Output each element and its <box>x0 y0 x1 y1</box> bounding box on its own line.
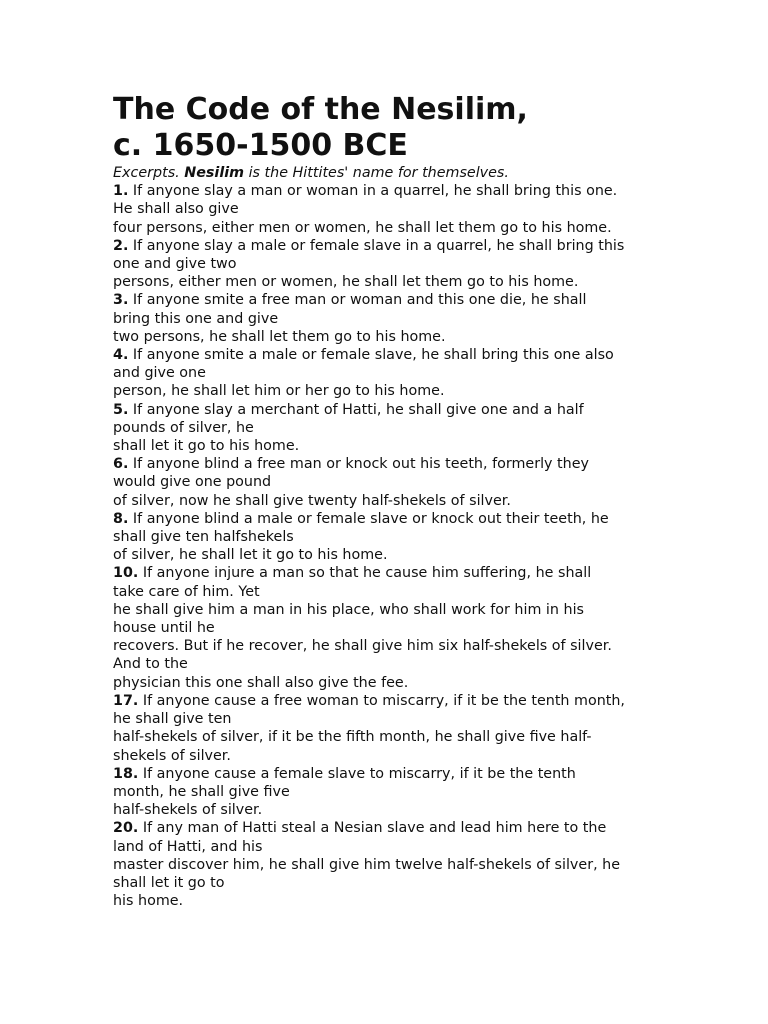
law-text: his home. <box>113 893 184 910</box>
law-text: persons, either men or women, he shall let them go to his home. <box>113 274 579 291</box>
law-text: If anyone smite a free man or woman and this one die, he shall <box>128 292 587 309</box>
law-text: If anyone slay a male or female slave in a quarrel, he shall bring this <box>128 237 625 254</box>
law-text: physician this one shall also give the fee. <box>113 674 409 691</box>
law-text: If anyone slay a merchant of Hatti, he shall give one and a half <box>128 401 584 418</box>
law-text: two persons, he shall let them go to his home. <box>113 328 446 345</box>
law-line <box>113 273 673 291</box>
law-line <box>113 801 673 819</box>
law-line <box>113 655 673 673</box>
law-line <box>113 546 673 564</box>
law-entry <box>113 510 673 565</box>
law-text: house until he <box>113 620 215 637</box>
law-line <box>113 819 673 837</box>
title-line-1: The Code of the Nesilim, <box>113 92 528 127</box>
law-text: If anyone smite a male or female slave, he shall bring this one also <box>128 347 614 364</box>
law-line <box>113 346 673 364</box>
law-number: 1. <box>113 183 129 200</box>
law-line <box>113 328 673 346</box>
document-page <box>113 92 673 910</box>
law-text: He shall also give <box>113 201 239 218</box>
law-number: 17. <box>113 692 139 709</box>
law-text: pounds of silver, he <box>113 419 254 436</box>
law-number: 4. <box>113 347 129 364</box>
title-line-2: c. 1650-1500 BCE <box>113 128 408 163</box>
law-text: month, he shall give five <box>113 783 290 800</box>
law-text: and give one <box>113 365 206 382</box>
law-number: 3. <box>113 292 129 309</box>
law-line <box>113 564 673 582</box>
law-line <box>113 200 673 218</box>
law-entry <box>113 765 673 820</box>
law-text: half-shekels of silver, if it be the fifth month, he shall give five half- <box>113 729 592 746</box>
law-number: 10. <box>113 565 139 582</box>
law-entry <box>113 819 673 910</box>
law-entry <box>113 564 673 691</box>
law-text: If anyone cause a female slave to miscarry, if it be the tenth <box>138 765 576 782</box>
document-body <box>113 164 673 910</box>
law-line <box>113 419 673 437</box>
law-line <box>113 437 673 455</box>
law-line <box>113 291 673 309</box>
law-text: If anyone blind a free man or knock out his teeth, formerly they <box>128 456 589 473</box>
law-entry <box>113 455 673 510</box>
law-number: 18. <box>113 765 139 782</box>
law-entry <box>113 692 673 765</box>
law-number: 20. <box>113 820 139 837</box>
law-line <box>113 182 673 200</box>
law-entry <box>113 182 673 237</box>
intro-prefix: Excerpts. <box>113 165 185 181</box>
law-line <box>113 237 673 255</box>
law-line <box>113 637 673 655</box>
law-number: 5. <box>113 401 129 418</box>
law-text: If any man of Hatti steal a Nesian slave and lead him here to the <box>138 820 607 837</box>
law-text: bring this one and give <box>113 310 279 327</box>
law-text: he shall give ten <box>113 711 232 728</box>
law-line <box>113 710 673 728</box>
law-text: If anyone injure a man so that he cause him suffering, he shall <box>138 565 592 582</box>
law-text: one and give two <box>113 256 237 273</box>
law-text: And to the <box>113 656 188 673</box>
law-text: half-shekels of silver. <box>113 802 263 819</box>
law-line <box>113 219 673 237</box>
law-line <box>113 492 673 510</box>
law-entry <box>113 401 673 456</box>
law-line <box>113 455 673 473</box>
law-number: 6. <box>113 456 129 473</box>
law-text: shekels of silver. <box>113 747 231 764</box>
law-line <box>113 382 673 400</box>
law-text: he shall give him a man in his place, who shall work for him in his <box>113 601 584 618</box>
law-line <box>113 765 673 783</box>
law-line <box>113 692 673 710</box>
law-text: If anyone slay a man or woman in a quarrel, he shall bring this one. <box>128 183 618 200</box>
law-line <box>113 401 673 419</box>
law-text: of silver, he shall let it go to his home. <box>113 547 388 564</box>
law-line <box>113 856 673 874</box>
law-number: 2. <box>113 237 129 254</box>
law-text: four persons, either men or women, he shall let them go to his home. <box>113 219 612 236</box>
laws-list <box>113 182 673 910</box>
law-text: take care of him. Yet <box>113 583 260 600</box>
law-text: recovers. But if he recover, he shall give him six half-shekels of silver. <box>113 638 612 655</box>
law-line <box>113 601 673 619</box>
law-line <box>113 838 673 856</box>
law-line <box>113 255 673 273</box>
law-text: master discover him, he shall give him twelve half-shekels of silver, he <box>113 856 621 873</box>
law-text: land of Hatti, and his <box>113 838 263 855</box>
law-text: shall give ten halfshekels <box>113 529 294 546</box>
law-text: shall let it go to his home. <box>113 438 300 455</box>
law-number: 8. <box>113 510 129 527</box>
law-line <box>113 583 673 601</box>
document-title <box>113 92 673 164</box>
law-line <box>113 874 673 892</box>
law-line <box>113 364 673 382</box>
law-line <box>113 783 673 801</box>
law-line <box>113 674 673 692</box>
law-entry <box>113 346 673 401</box>
law-entry <box>113 237 673 292</box>
intro-term: Nesilim <box>184 165 245 181</box>
intro-line <box>113 164 673 182</box>
law-text: would give one pound <box>113 474 272 491</box>
law-entry <box>113 291 673 346</box>
law-text: shall let it go to <box>113 874 225 891</box>
law-line <box>113 473 673 491</box>
law-text: of silver, now he shall give twenty half-shekels of silver. <box>113 492 511 509</box>
law-line <box>113 528 673 546</box>
intro-suffix: is the Hittites' name for themselves. <box>244 165 509 181</box>
law-line <box>113 747 673 765</box>
law-line <box>113 310 673 328</box>
law-line <box>113 510 673 528</box>
law-line <box>113 728 673 746</box>
law-text: If anyone blind a male or female slave or knock out their teeth, he <box>128 510 609 527</box>
law-text: If anyone cause a free woman to miscarry, if it be the tenth month, <box>138 692 625 709</box>
law-text: person, he shall let him or her go to his home. <box>113 383 445 400</box>
law-line <box>113 619 673 637</box>
law-line <box>113 892 673 910</box>
